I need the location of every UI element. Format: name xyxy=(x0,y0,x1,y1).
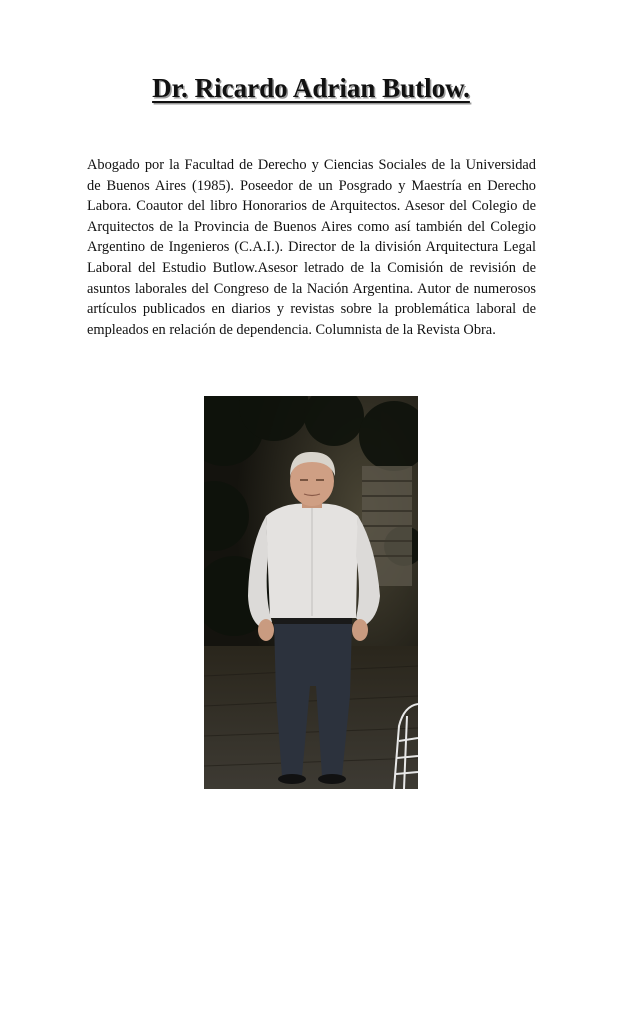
portrait-photo xyxy=(204,396,418,789)
biography-paragraph: Abogado por la Facultad de Derecho y Ciencias Sociales de la Universidad de Buenos Aires (1985). Poseedor de un Posgrado y Maestría en Derecho Labora. Coautor del libro Honorarios de Arquitectos. Asesor del Colegio de Arquitectos de la Provincia de Buenos Aires como así también del Colegio Argentino de Ingenieros (C.A.I.). Director de la división Arquitectura Legal Laboral del Estudio Butlow.Asesor letrado de la Comisión de revisión de asuntos laborales del Congreso de la Nación Argentina. Autor de numerosos artículos publicados en diarios y revistas sobre la problemática laboral de empleados en relación de dependencia. Columnista de la Revista Obra. xyxy=(87,157,536,338)
page-title: Dr. Ricardo Adrian Butlow. xyxy=(152,73,470,103)
